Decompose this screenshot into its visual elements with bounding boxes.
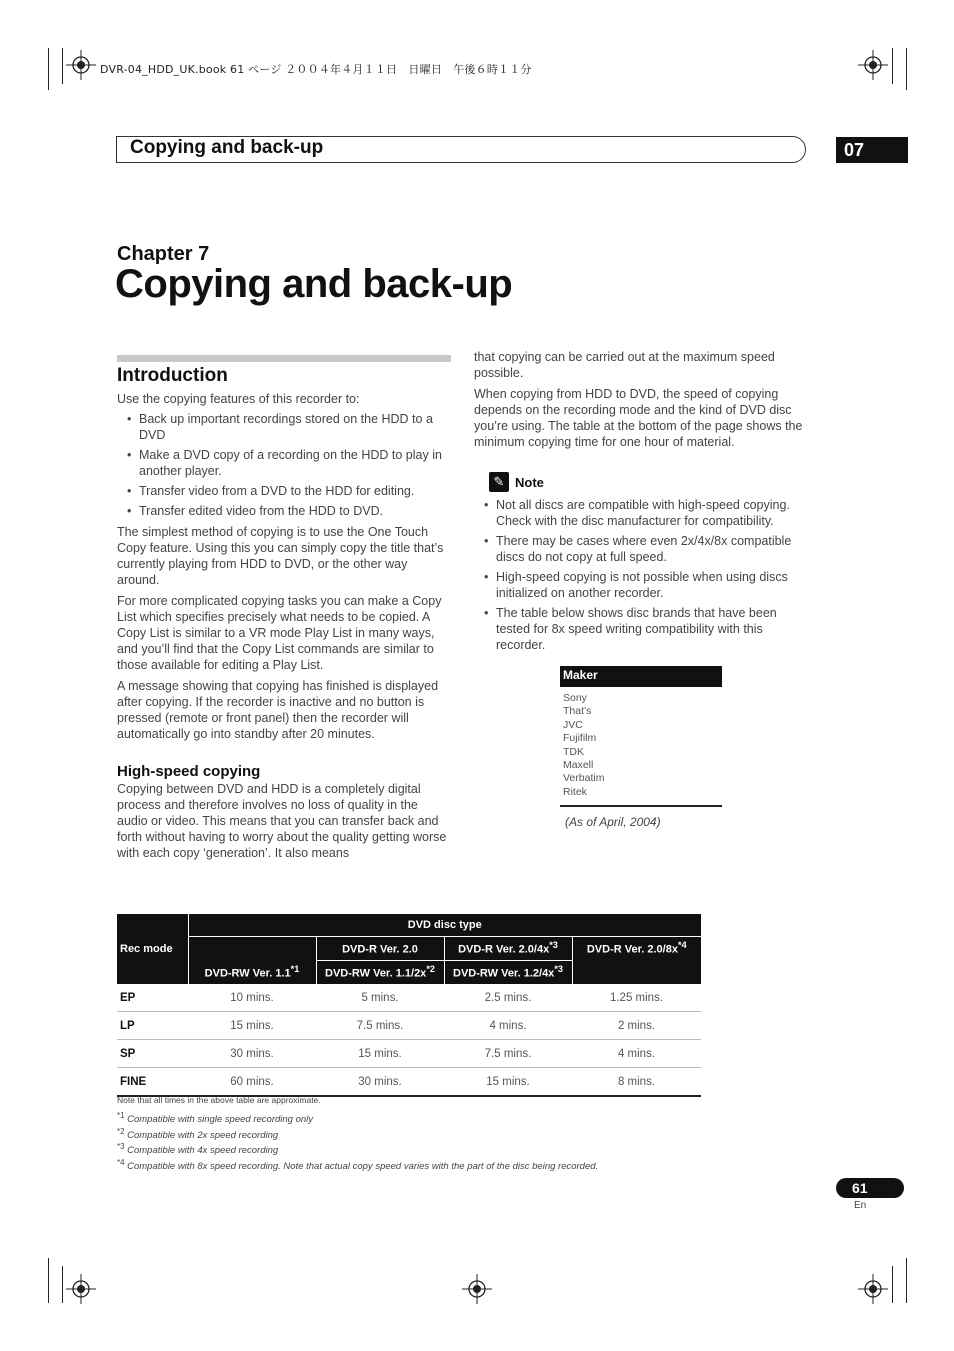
list-item: • High-speed copying is not possible when using discs initialized on another recorder. [474,569,808,601]
list-item: • Make a DVD copy of a recording on the HDD to play in another player. [117,447,451,479]
table-row [117,1012,701,1040]
paragraph: that copying can be carried out at the maximum speed possible. [474,350,775,380]
maker-row: That’s [563,705,592,718]
table-cell: 4 mins. [444,1012,572,1040]
right-column [474,349,808,653]
table-cell: 1.25 mins. [572,984,701,1012]
chapter-label: Chapter 7 [117,243,210,265]
table-row [117,1040,701,1068]
page-number: 61 [836,1178,904,1198]
rec-mode-cell: SP [117,1040,188,1068]
list-item: • The table below shows disc brands that have been tested for 8x speed writing compatibility with this recorder. [474,605,808,653]
col-header-r [572,936,701,960]
crop-mark [892,1266,893,1303]
paragraph: A message showing that copying has finished is displayed after copying. If the recorder is inactive and no button is pressed (remote or front panel) then the recorder will automatically go into standby after 20 minutes. [117,679,439,741]
footnote-text: Compatible with 4x speed recording [127,1145,279,1157]
table-cell: 7.5 mins. [316,1012,444,1040]
paragraph: The simplest method of copying is to use the One Touch Copy feature. Using this you can simply copy the title that’s currently playing from HDD to DVD, or the other way around. [117,525,444,587]
chapter-number-badge: 07 [836,137,908,163]
col-header-r [444,936,572,960]
list-item: • There may be cases where even 2x/4x/8x compatible discs do not copy at full speed. [474,533,808,565]
file-meta: DVR-04_HDD_UK.book 61 ページ ２００４年４月１１日 日曜日 午後６時１１分 [100,63,532,76]
registration-mark-icon [462,1274,492,1304]
rec-mode-cell: EP [117,984,188,1012]
table-cell: 60 mins. [188,1068,316,1097]
maker-list [563,692,604,799]
page-language: En [854,1200,867,1211]
sup: *4 [677,940,687,951]
sup: *2 [426,964,435,975]
col-header-rw [188,960,316,984]
sup: *3 [554,964,563,975]
table-cell: 30 mins. [188,1040,316,1068]
note-title: Note [515,474,544,490]
list-item: • Back up important recordings stored on the HDD to a DVD [117,411,451,443]
pencil-icon: ✎ [489,472,509,492]
running-header-title: Copying and back-up [130,137,324,158]
table-row [117,1068,701,1097]
list-item: • Not all discs are compatible with high-speed copying. Check with the disc manufacturer for compatibility. [474,497,808,529]
col-header-r [316,936,444,960]
col-header-r-label: DVD-R Ver. 2.0/4x [458,943,550,956]
table-cell: 2.5 mins. [444,984,572,1012]
paragraph: When copying from HDD to DVD, the speed of copying depends on the recording mode and the kind of DVD disc you’re using. The table at the bottom of the page shows the minimum copying time for one hour of material. [474,387,803,449]
chapter-title: Copying and back-up [115,262,513,306]
footnote-mark: *3 [117,1142,125,1151]
table-cell: 5 mins. [316,984,444,1012]
rec-mode-header: Rec mode [117,914,188,984]
col-header-r-label: DVD-R Ver. 2.0/8x [586,944,678,957]
footnote [117,1127,278,1141]
maker-row: Fujifilm [563,732,597,745]
table-cell: 30 mins. [316,1068,444,1097]
paragraph: For more complicated copying tasks you can make a Copy List which specifies precisely what needs to be copied. A Copy List is similar to a VR mode Play List in many ways, and you’ll find that the Copy List commands are similar to those available for editing a Play List. [117,594,442,672]
crop-mark [906,1258,907,1303]
footnote-mark: *2 [117,1127,125,1136]
col-header-rw-label: DVD-RW Ver. 1.1 [204,967,291,980]
footnote [117,1111,313,1125]
table-cell: 15 mins. [316,1040,444,1068]
list-item: • Transfer video from a DVD to the HDD for editing. [117,483,451,499]
left-column [117,365,451,861]
crop-mark [62,1266,63,1303]
footnote-text: Compatible with 2x speed recording [127,1130,279,1142]
maker-table-rule [560,805,722,807]
table-cell: 7.5 mins. [444,1040,572,1068]
crop-mark [62,48,63,84]
footnote [117,1142,278,1156]
table-cell: 15 mins. [188,1012,316,1040]
registration-mark-icon [66,50,96,80]
maker-table-header: Maker [560,666,722,687]
table-cell: 4 mins. [572,1040,701,1068]
maker-row: Maxell [563,759,594,772]
maker-row: Ritek [563,785,587,798]
sup: *3 [549,940,558,951]
highspeed-heading: High-speed copying [117,763,261,780]
sup: *1 [290,964,300,975]
table-cell: 10 mins. [188,984,316,1012]
approx-note: Note that all times in the above table are approximate. [117,1095,321,1105]
col-header-rw [316,960,444,984]
copy-time-table [117,914,701,1097]
rec-mode-cell: FINE [117,1068,188,1097]
introduction-heading: Introduction [117,365,228,386]
registration-mark-icon [858,1274,888,1304]
as-of-note: (As of April, 2004) [565,815,661,829]
table-cell: 8 mins. [572,1068,701,1097]
list-item: • Transfer edited video from the HDD to DVD. [117,503,451,519]
col-header-rw-label: DVD-RW Ver. 1.2/4x [453,968,555,981]
paragraph: Copying between DVD and HDD is a completely digital process and therefore involves no loss of quality in the audio or video. This means that you can transfer back and forth without having to worry about the quality getting worse with each copy ‘generation’. It also means [117,782,447,860]
footnote-mark: *1 [117,1111,125,1120]
maker-row: Sony [563,692,587,704]
registration-mark-icon [858,50,888,80]
crop-mark [48,1258,49,1303]
col-header-rw-label: DVD-RW Ver. 1.1/2x [325,968,427,981]
maker-row: Verbatim [563,772,605,785]
dvd-disc-type-header: DVD disc type [188,914,701,936]
table-cell: 15 mins. [444,1068,572,1097]
maker-row: TDK [563,745,584,758]
crop-mark [906,48,907,90]
registration-mark-icon [66,1274,96,1304]
crop-mark [892,48,893,84]
section-rule [117,355,451,362]
footnote-mark: *4 [117,1158,125,1167]
col-header-rw [444,960,572,984]
maker-row: JVC [563,718,583,731]
table-row [117,984,701,1012]
introduction-lead: Use the copying features of this recorder to: [117,392,360,406]
note-header [489,472,808,492]
col-header-r [188,936,316,960]
col-header-rw [572,960,701,984]
rec-mode-cell: LP [117,1012,188,1040]
crop-mark [48,48,49,90]
footnote-text: Compatible with 8x speed recording. Note that actual copy speed varies with the part of the disc being recorded. [127,1161,599,1173]
table-cell: 2 mins. [572,1012,701,1040]
footnote-text: Compatible with single speed recording only [127,1114,314,1126]
footnote [117,1158,598,1172]
col-header-r-label: DVD-R Ver. 2.0 [342,943,418,956]
